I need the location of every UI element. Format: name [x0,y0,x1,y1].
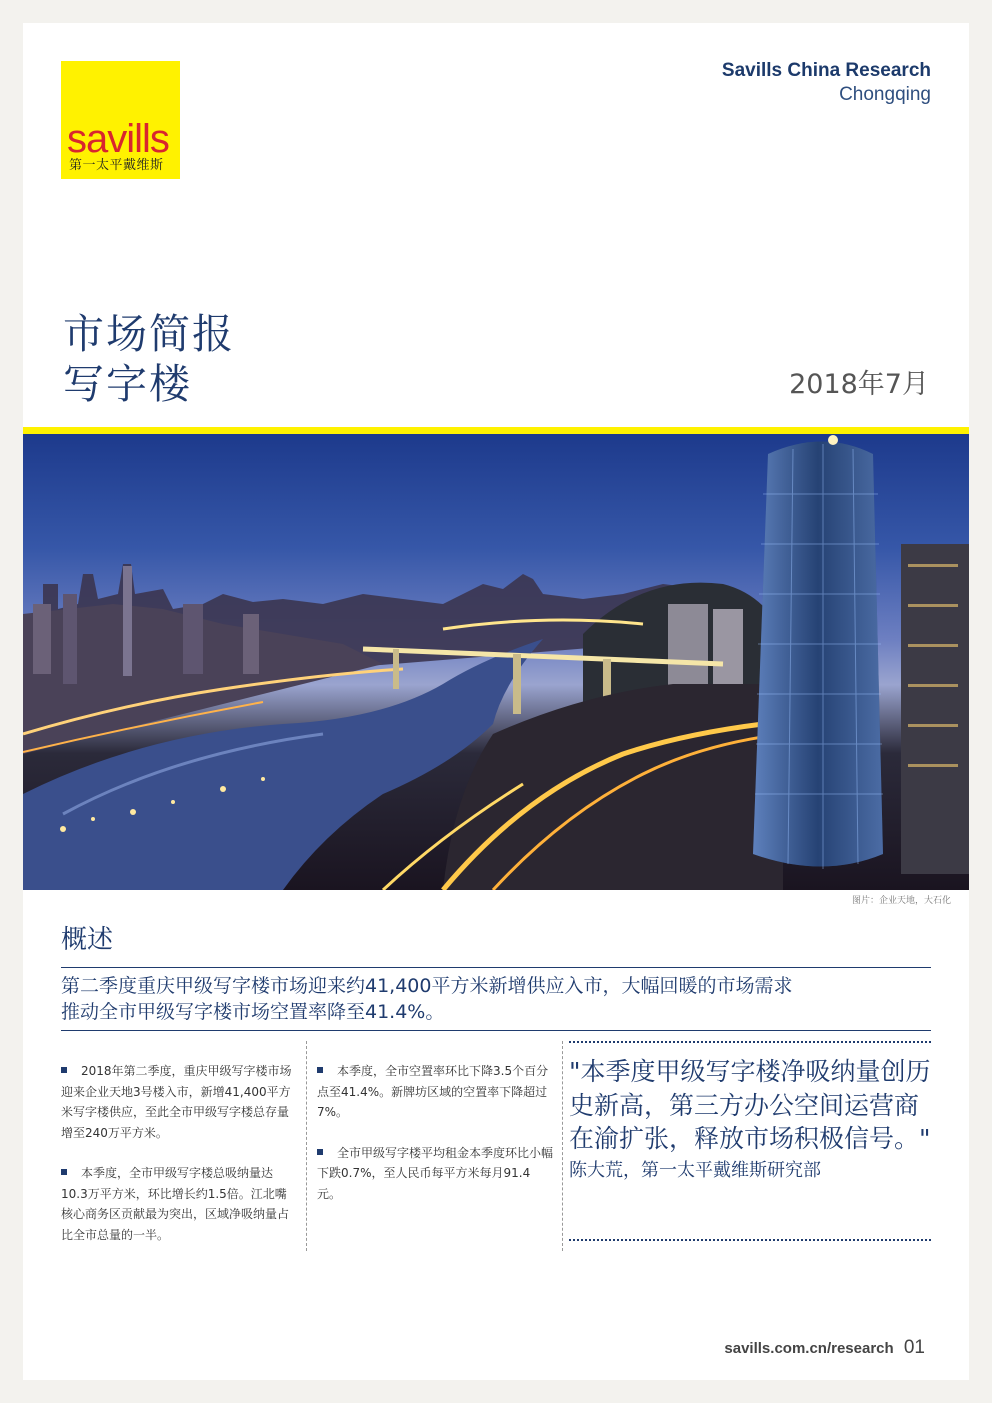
square-bullet-icon [317,1149,323,1155]
summary-line1: 第二季度重庆甲级写字楼市场迎来约41,400平方米新增供应入市，大幅回暖的市场需求 [61,975,793,997]
text-column-1 [61,1061,297,1265]
report-date: 2018年7月 [789,369,929,400]
savills-logo [61,61,180,179]
column1-p1-text: 2018年第二季度，重庆甲级写字楼市场迎来企业天地3号楼入市，新增41,400平方米写字楼供应，至此全市甲级写字楼总存量增至240万平方米。 [61,1064,292,1140]
square-bullet-icon [61,1169,67,1175]
report-title [63,309,235,409]
hero-city-photo [23,434,969,890]
column2-paragraph2 [317,1143,553,1205]
column-divider [562,1041,563,1251]
pull-quote [569,1041,931,1241]
page-number: 01 [903,1337,925,1358]
column1-paragraph2 [61,1163,297,1245]
column-divider [306,1041,307,1251]
overview-title: 概述 [61,925,114,955]
photo-caption: 图片：企业天地，大石化 [851,896,951,906]
page-footer [724,1337,925,1360]
quote-text: "本季度甲级写字楼净吸纳量创历史新高，第三方办公空间运营商在渝扩张，释放市场积极信号。" [569,1057,931,1153]
report-title-line1: 市场简报 [63,310,235,358]
logo-chinese-name: 第一太平戴维斯 [69,158,164,173]
column1-p2-text: 本季度，全市甲级写字楼总吸纳量达10.3万平方米，环比增长约1.5倍。江北嘴核心商务区贡献最为突出，区域净吸纳量占比全市总量的一半。 [61,1166,290,1242]
report-title-line2: 写字楼 [63,360,192,408]
brand-header [722,59,931,107]
square-bullet-icon [317,1067,323,1073]
yellow-divider [23,427,969,434]
column2-p2-text: 全市甲级写字楼平均租金本季度环比小幅下跌0.7%，至人民币每平方米每月91.4元。 [317,1145,554,1201]
footer-url[interactable]: savills.com.cn/research [724,1340,894,1357]
column1-paragraph1 [61,1061,297,1143]
logo-wordmark: savills [67,117,169,161]
column2-p1-text: 本季度，全市空置率环比下降3.5个百分点至41.4%。新牌坊区域的空置率下降超过7%。 [317,1064,549,1119]
column2-paragraph1 [317,1061,553,1123]
square-bullet-icon [61,1067,67,1073]
report-page [23,23,969,1380]
quote-attribution: 陈大荒，第一太平戴维斯研究部 [569,1159,821,1181]
brand-title: Savills China Research [721,60,931,81]
summary-line2: 推动全市甲级写字楼市场空置率降至41.4%。 [61,1001,445,1023]
text-column-2 [317,1061,553,1224]
city-skyline-illustration [23,434,969,890]
overview-summary [61,967,931,1031]
brand-city: Chongqing [839,84,931,105]
